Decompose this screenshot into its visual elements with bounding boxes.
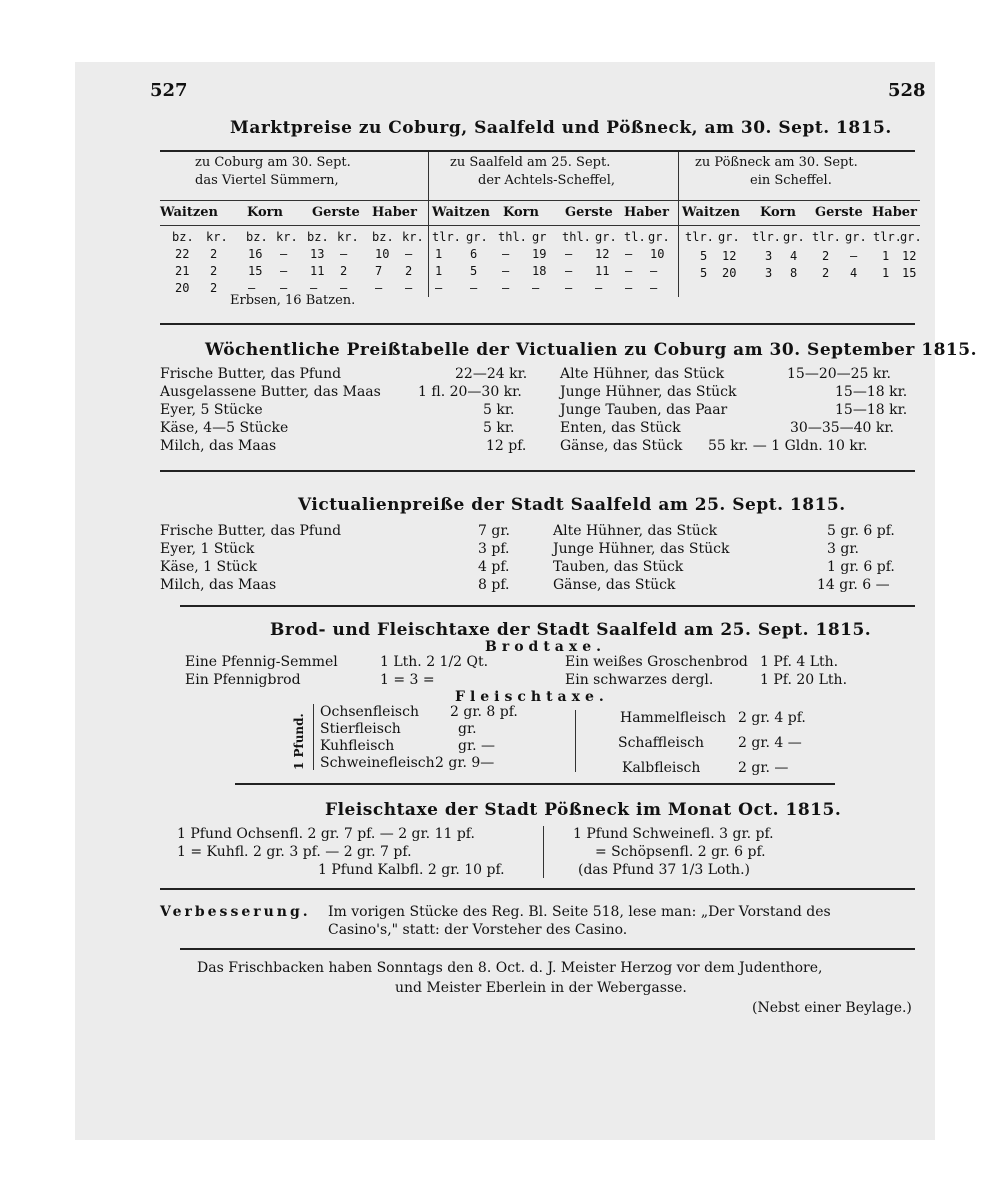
poessneck-cell: 1 [882, 249, 890, 263]
saalfeld-unit-3b: gr. [595, 230, 617, 244]
saalfeld-cell: — [625, 264, 633, 278]
poessneck-cell: 20 [722, 266, 737, 280]
coburg-right-item: Gänse, das Stück [560, 438, 683, 454]
saalfeld-unit-4b: gr. [648, 230, 670, 244]
poessneck-unit-4a: tlr. [873, 230, 902, 244]
coburg-cell: — [280, 281, 288, 295]
supplement-note: (Nebst einer Beylage.) [752, 1000, 912, 1016]
saalfeld-right-item: Tauben, das Stück [553, 559, 684, 575]
fleischtaxe-label: Fleischtaxe. [455, 689, 609, 705]
meat-left-price: 2 gr. 8 pf. [450, 704, 518, 720]
saalfeld-grain-haber: Haber [624, 205, 669, 220]
coburg-left-item: Ausgelassene Butter, das Maas [160, 384, 381, 400]
saalfeld-cell: — [595, 281, 603, 295]
poessneck-left-line: 1 Pfund Ochsenfl. 2 gr. 7 pf. — 2 gr. 11 pf. [177, 826, 475, 842]
saalfeld-cell: — [502, 281, 510, 295]
meat-right-item: Kalbfleisch [622, 760, 701, 776]
saalfeld-cell: 12 [595, 247, 610, 261]
coburg-cell: 11 [310, 264, 325, 278]
saalfeld-left-price: 3 pf. [478, 541, 510, 557]
poessneck-unit-1a: tlr. [685, 230, 714, 244]
saalfeld-cell: 6 [470, 247, 478, 261]
poessneck-cell: 12 [902, 249, 917, 263]
saalfeld-left-price: 4 pf. [478, 559, 510, 575]
coburg-cell: — [375, 281, 383, 295]
coburg-right-item: Junge Tauben, das Paar [560, 402, 728, 418]
coburg-left-price: 1 fl. 20—30 kr. [418, 384, 522, 400]
correction-bottom-rule [180, 948, 915, 950]
poessneck-divider [543, 826, 544, 878]
poessneck-cell: 3 [765, 249, 773, 263]
saalfeld-cell: 18 [532, 264, 547, 278]
saalfeld-right-item: Junge Hühner, das Stück [553, 541, 730, 557]
poessneck-left-line: 1 Pfund Kalbfl. 2 gr. 10 pf. [318, 862, 505, 878]
brodtaxe-label: Brodtaxe. [485, 639, 607, 655]
bread-right-item: Ein schwarzes dergl. [565, 672, 714, 688]
coburg-left-item: Milch, das Maas [160, 438, 277, 454]
saalfeld-cell: — [532, 281, 540, 295]
poessneck-grain-gerste: Gerste [815, 205, 863, 220]
meat-left-price: 2 gr. 9— [435, 755, 495, 771]
coburg-cell: 15 [248, 264, 263, 278]
saalfeld-cell: — [502, 247, 510, 261]
poessneck-unit-4b: gr. [900, 230, 922, 244]
meat-right-price: 2 gr. 4 — [738, 735, 802, 751]
saalfeld-cell: 5 [470, 264, 478, 278]
poessneck-unit-1b: gr. [718, 230, 740, 244]
saalfeld-grain-waitzen: Waitzen [432, 205, 490, 220]
meat-left-price: gr. — [458, 738, 496, 754]
coburg-cell: 13 [310, 247, 325, 261]
bakers-line-1: Das Frischbacken haben Sonntags den 8. Oct. d. J. Meister Herzog vor dem Judenthore, [197, 960, 823, 976]
coburg-weekly-title: Wöchentliche Preißtabelle der Victualien zu Coburg am 30. September 1815. [205, 340, 977, 360]
coburg-grain-gerste: Gerste [312, 205, 360, 220]
saalfeld-grain-gerste: Gerste [565, 205, 613, 220]
bread-right-weight: 1 Pf. 20 Lth. [760, 672, 848, 688]
coburg-cell: — [248, 281, 256, 295]
saalfeld-cell: — [502, 264, 510, 278]
coburg-cell: 22 [175, 247, 190, 261]
poessneck-unit-3b: gr. [845, 230, 867, 244]
poessneck-cell: — [850, 249, 858, 263]
coburg-grain-waitzen: Waitzen [160, 205, 218, 220]
saalfeld-cell: 1 [435, 247, 443, 261]
poessneck-cell: 1 [882, 266, 890, 280]
coburg-cell: 2 [210, 264, 218, 278]
saalfeld-header-1: zu Saalfeld am 25. Sept. [450, 155, 611, 170]
saalfeld-cell: 1 [435, 264, 443, 278]
coburg-right-price: 15—20—25 kr. [787, 366, 891, 382]
coburg-left-price: 22—24 kr. [455, 366, 528, 382]
poessneck-cell: 12 [722, 249, 737, 263]
market-header-rule [160, 200, 920, 201]
poessneck-left-line: 1 = Kuhfl. 2 gr. 3 pf. — 2 gr. 7 pf. [177, 844, 412, 860]
coburg-cell: 10 [375, 247, 390, 261]
meat-left-item: Ochsenfleisch [320, 704, 419, 720]
bread-meat-title: Brod- und Fleischtaxe der Stadt Saalfeld am 25. Sept. 1815. [270, 620, 872, 640]
poessneck-grain-waitzen: Waitzen [682, 205, 740, 220]
poessneck-cell: 4 [850, 266, 858, 280]
poessneck-right-line: (das Pfund 37 1/3 Loth.) [578, 862, 750, 878]
meat-left-item: Kuhfleisch [320, 738, 395, 754]
coburg-left-item: Käse, 4—5 Stücke [160, 420, 289, 436]
saalfeld-right-price: 5 gr. 6 pf. [827, 523, 895, 539]
coburg-header-1: zu Coburg am 30. Sept. [195, 155, 351, 170]
poessneck-grain-haber: Haber [872, 205, 917, 220]
poessneck-right-line: 1 Pfund Schweinefl. 3 gr. pf. [573, 826, 774, 842]
saalfeld-right-price: 14 gr. 6 — [817, 577, 890, 593]
saalfeld-right-item: Gänse, das Stück [553, 577, 676, 593]
saalfeld-left-item: Käse, 1 Stück [160, 559, 258, 575]
meat-right-price: 2 gr. 4 pf. [738, 710, 806, 726]
coburg-left-item: Frische Butter, das Pfund [160, 366, 342, 382]
saalfeld-cell: — [650, 264, 658, 278]
bread-left-item: Eine Pfennig-Semmel [185, 654, 338, 670]
poessneck-cell: 5 [700, 249, 708, 263]
saalfeld-right-price: 3 gr. [827, 541, 859, 557]
poessneck-bottom-rule [160, 888, 915, 890]
meat-left-price: gr. [458, 721, 477, 737]
coburg-left-price: 5 kr. [483, 402, 515, 418]
coburg-unit-kr-1: kr. [206, 230, 228, 244]
meat-left-item: Stierfleisch [320, 721, 401, 737]
coburg-bottom-rule [160, 470, 915, 472]
meat-left-item: Schweinefleisch [320, 755, 435, 771]
coburg-unit-bz-1: bz. [172, 230, 194, 244]
coburg-cell: — [340, 247, 348, 261]
coburg-cell: — [405, 281, 413, 295]
bread-meat-bottom-rule [235, 783, 835, 785]
saalfeld-unit-4a: tl. [624, 230, 646, 244]
correction-line-1: Im vorigen Stücke des Reg. Bl. Seite 518, lese man: „Der Vorstand des [328, 904, 831, 920]
poessneck-unit-2a: tlr. [752, 230, 781, 244]
poessneck-cell: 4 [790, 249, 798, 263]
coburg-unit-kr-3: kr. [337, 230, 359, 244]
coburg-cell: 2 [210, 247, 218, 261]
coburg-right-price: 55 kr. — 1 Gldn. 10 kr. [708, 438, 868, 454]
poessneck-cell: 2 [822, 266, 830, 280]
saalfeld-cell: 10 [650, 247, 665, 261]
poessneck-header-2: ein Scheffel. [750, 173, 832, 188]
coburg-right-price: 15—18 kr. [835, 402, 908, 418]
poessneck-cell: 8 [790, 266, 798, 280]
coburg-cell: 20 [175, 281, 190, 295]
saalfeld-cell: — [650, 281, 658, 295]
coburg-unit-kr-4: kr. [402, 230, 424, 244]
coburg-left-price: 12 pf. [486, 438, 527, 454]
meat-right-item: Schaffleisch [618, 735, 705, 751]
coburg-right-price: 15—18 kr. [835, 384, 908, 400]
poessneck-grain-korn: Korn [760, 205, 796, 220]
coburg-right-item: Alte Hühner, das Stück [560, 366, 725, 382]
coburg-grain-korn: Korn [247, 205, 283, 220]
market-bottom-rule [160, 323, 915, 325]
poessneck-cell: 3 [765, 266, 773, 280]
saalfeld-cell: 11 [595, 264, 610, 278]
poessneck-cell: 5 [700, 266, 708, 280]
saalfeld-right-price: 1 gr. 6 pf. [827, 559, 895, 575]
coburg-right-item: Junge Hühner, das Stück [560, 384, 737, 400]
saalfeld-left-price: 8 pf. [478, 577, 510, 593]
saalfeld-cell: — [565, 281, 573, 295]
bread-left-weight: 1 = 3 = [380, 672, 435, 688]
bread-right-weight: 1 Pf. 4 Lth. [760, 654, 839, 670]
correction-label: Verbesserung. [160, 904, 311, 920]
saalfeld-unit-1a: tlr. [432, 230, 461, 244]
saalfeld-unit-2b: gr [532, 230, 547, 244]
coburg-right-price: 30—35—40 kr. [790, 420, 894, 436]
saalfeld-victuals-title: Victualienpreiße der Stadt Saalfeld am 25. Sept. 1815. [298, 495, 846, 515]
poessneck-cell: 15 [902, 266, 917, 280]
coburg-grain-haber: Haber [372, 205, 417, 220]
coburg-cell: 16 [248, 247, 263, 261]
saalfeld-unit-1b: gr. [466, 230, 488, 244]
meat-bracket [313, 704, 314, 770]
bakers-line-2: und Meister Eberlein in der Webergasse. [395, 980, 687, 996]
coburg-cell: — [405, 247, 413, 261]
coburg-cell: 2 [405, 264, 413, 278]
poessneck-unit-2b: gr. [783, 230, 805, 244]
coburg-right-item: Enten, das Stück [560, 420, 681, 436]
coburg-unit-bz-3: bz. [307, 230, 329, 244]
coburg-cell: 21 [175, 264, 190, 278]
saalfeld-cell: 19 [532, 247, 547, 261]
saalfeld-left-price: 7 gr. [478, 523, 510, 539]
meat-right-price: 2 gr. — [738, 760, 789, 776]
coburg-cell: — [310, 281, 318, 295]
coburg-cell: 7 [375, 264, 383, 278]
coburg-left-price: 5 kr. [483, 420, 515, 436]
coburg-left-item: Eyer, 5 Stücke [160, 402, 263, 418]
saalfeld-header-2: der Achtels-Scheffel, [478, 173, 616, 188]
coburg-unit-bz-2: bz. [246, 230, 268, 244]
saalfeld-cell: — [435, 281, 443, 295]
market-title: Marktpreise zu Coburg, Saalfeld und Pößneck, am 30. Sept. 1815. [230, 118, 892, 138]
correction-line-2: Casino's," statt: der Vorsteher des Casino. [328, 922, 628, 938]
market-subheader-rule [160, 225, 920, 226]
coburg-cell: 2 [210, 281, 218, 295]
saalfeld-left-item: Milch, das Maas [160, 577, 277, 593]
saalfeld-unit-2a: thl. [498, 230, 527, 244]
coburg-unit-kr-2: kr. [276, 230, 298, 244]
saalfeld-left-item: Eyer, 1 Stück [160, 541, 255, 557]
bread-right-item: Ein weißes Groschenbrod [565, 654, 748, 670]
bread-left-item: Ein Pfennigbrod [185, 672, 301, 688]
saalfeld-cell: — [625, 281, 633, 295]
meat-right-item: Hammelfleisch [620, 710, 727, 726]
saalfeld-right-item: Alte Hühner, das Stück [553, 523, 718, 539]
market-top-rule [160, 150, 915, 152]
coburg-header-2: das Viertel Sümmern, [195, 173, 339, 188]
coburg-cell: — [280, 264, 288, 278]
poessneck-header-1: zu Pößneck am 30. Sept. [695, 155, 858, 170]
poessneck-right-line: = Schöpsenfl. 2 gr. 6 pf. [595, 844, 766, 860]
meat-divider [575, 710, 576, 772]
market-note: Erbsen, 16 Batzen. [230, 293, 356, 308]
saalfeld-bottom-rule [180, 605, 915, 607]
coburg-unit-bz-4: bz. [372, 230, 394, 244]
page-sheet [75, 62, 935, 1140]
bread-left-weight: 1 Lth. 2 1/2 Qt. [380, 654, 489, 670]
saalfeld-left-item: Frische Butter, das Pfund [160, 523, 342, 539]
page-number-right: 528 [888, 80, 926, 101]
saalfeld-cell: — [565, 247, 573, 261]
saalfeld-unit-3a: thl. [562, 230, 591, 244]
poessneck-cell: 2 [822, 249, 830, 263]
saalfeld-cell: — [565, 264, 573, 278]
saalfeld-cell: — [470, 281, 478, 295]
saalfeld-grain-korn: Korn [503, 205, 539, 220]
coburg-cell: 2 [340, 264, 348, 278]
poessneck-meat-title: Fleischtaxe der Stadt Pößneck im Monat Oct. 1815. [325, 800, 842, 820]
pfund-label: 1 Pfund. [292, 713, 306, 770]
page-number-left: 527 [150, 80, 188, 101]
saalfeld-cell: — [625, 247, 633, 261]
coburg-cell: — [340, 281, 348, 295]
poessneck-unit-3a: tlr. [812, 230, 841, 244]
coburg-cell: — [280, 247, 288, 261]
